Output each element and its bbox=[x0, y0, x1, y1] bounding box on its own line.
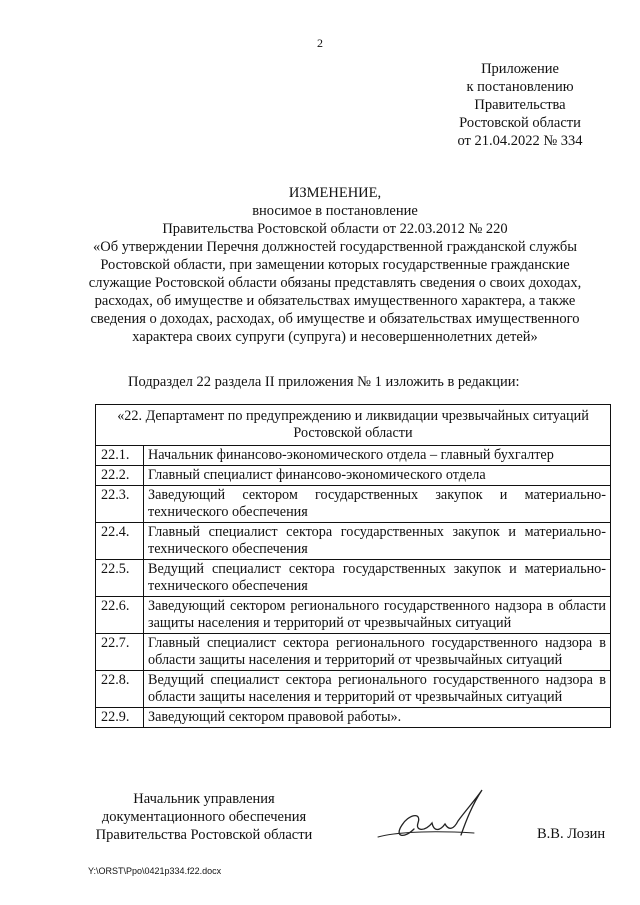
file-path: Y:\ORST\Ppo\0421p334.f22.docx bbox=[88, 866, 222, 876]
title-line: вносимое в постановление bbox=[252, 203, 418, 219]
row-number: 22.7. bbox=[96, 634, 144, 671]
appendix-block bbox=[420, 60, 620, 150]
table-row bbox=[96, 466, 611, 486]
signatory-position-line: документационного обеспечения bbox=[101, 809, 307, 825]
table-row bbox=[96, 671, 611, 708]
table-row bbox=[96, 446, 611, 466]
row-position: Главный специалист сектора регионального государственного надзора в области защиты населения и территорий от чрезвычайных ситуаций bbox=[144, 634, 611, 671]
appendix-line: от 21.04.2022 № 334 bbox=[457, 133, 583, 149]
row-position: Заведующий сектором регионального государственного надзора в области защиты населения и территорий от чрезвычайных ситуаций bbox=[144, 597, 611, 634]
signatory-position-line: Правительства Ростовской области bbox=[95, 827, 313, 843]
department-header: «22. Департамент по предупреждению и ликвидации чрезвычайных ситуаций Ростовской области bbox=[96, 405, 611, 446]
intro-paragraph: Подраздел 22 раздела II приложения № 1 изложить в редакции: bbox=[128, 374, 520, 390]
table-row bbox=[96, 708, 611, 728]
page-number: 2 bbox=[317, 36, 323, 50]
row-position: Начальник финансово-экономического отдела – главный бухгалтер bbox=[144, 446, 611, 466]
signatory-name: В.В. Лозин bbox=[537, 826, 606, 842]
row-position: Заведующий сектором правовой работы». bbox=[144, 708, 611, 728]
appendix-line: Ростовской области bbox=[459, 115, 581, 131]
appendix-line: к постановлению bbox=[466, 79, 574, 95]
title-line: «Об утверждении Перечня должностей государственной гражданской службы bbox=[93, 239, 577, 255]
title-line: Ростовской области, при замещении которых государственные гражданские bbox=[100, 257, 570, 273]
row-number: 22.3. bbox=[96, 486, 144, 523]
positions-table-wrapper bbox=[95, 404, 611, 728]
appendix-line: Приложение bbox=[481, 61, 559, 77]
title-line: служащие Ростовской области обязаны представлять сведения о своих доходах, bbox=[88, 275, 582, 291]
table-row bbox=[96, 486, 611, 523]
signatory-position bbox=[88, 790, 320, 844]
row-number: 22.6. bbox=[96, 597, 144, 634]
title-line: сведения о доходах, расходах, об имуществе и обязательствах имущественного bbox=[90, 311, 580, 327]
row-position: Главный специалист финансово-экономического отдела bbox=[144, 466, 611, 486]
title-heading: ИЗМЕНЕНИЕ, bbox=[288, 185, 382, 201]
document-title bbox=[60, 184, 610, 346]
row-position: Главный специалист сектора государственных закупок и материально-технического обеспечения bbox=[144, 523, 611, 560]
title-line: расходах, об имуществе и обязательствах имущественного характера, а также bbox=[94, 293, 576, 309]
appendix-line: Правительства bbox=[474, 97, 566, 113]
table-row bbox=[96, 560, 611, 597]
table-row bbox=[96, 523, 611, 560]
row-number: 22.2. bbox=[96, 466, 144, 486]
positions-table bbox=[95, 404, 611, 728]
handwritten-signature bbox=[370, 785, 490, 847]
title-line: характера своих супруги (супруга) и несовершеннолетних детей» bbox=[132, 329, 538, 345]
table-row bbox=[96, 634, 611, 671]
row-number: 22.9. bbox=[96, 708, 144, 728]
signatory-position-line: Начальник управления bbox=[133, 791, 275, 807]
row-number: 22.5. bbox=[96, 560, 144, 597]
row-position: Ведущий специалист сектора регионального государственного надзора в области защиты населения и территорий от чрезвычайных ситуаций bbox=[144, 671, 611, 708]
row-number: 22.1. bbox=[96, 446, 144, 466]
row-position: Заведующий сектором государственных закупок и материально-технического обеспечения bbox=[144, 486, 611, 523]
table-header-row bbox=[96, 405, 611, 446]
row-number: 22.4. bbox=[96, 523, 144, 560]
table-row bbox=[96, 597, 611, 634]
title-line: Правительства Ростовской области от 22.03.2012 № 220 bbox=[162, 221, 508, 237]
row-position: Ведущий специалист сектора государственных закупок и материально-технического обеспечения bbox=[144, 560, 611, 597]
row-number: 22.8. bbox=[96, 671, 144, 708]
